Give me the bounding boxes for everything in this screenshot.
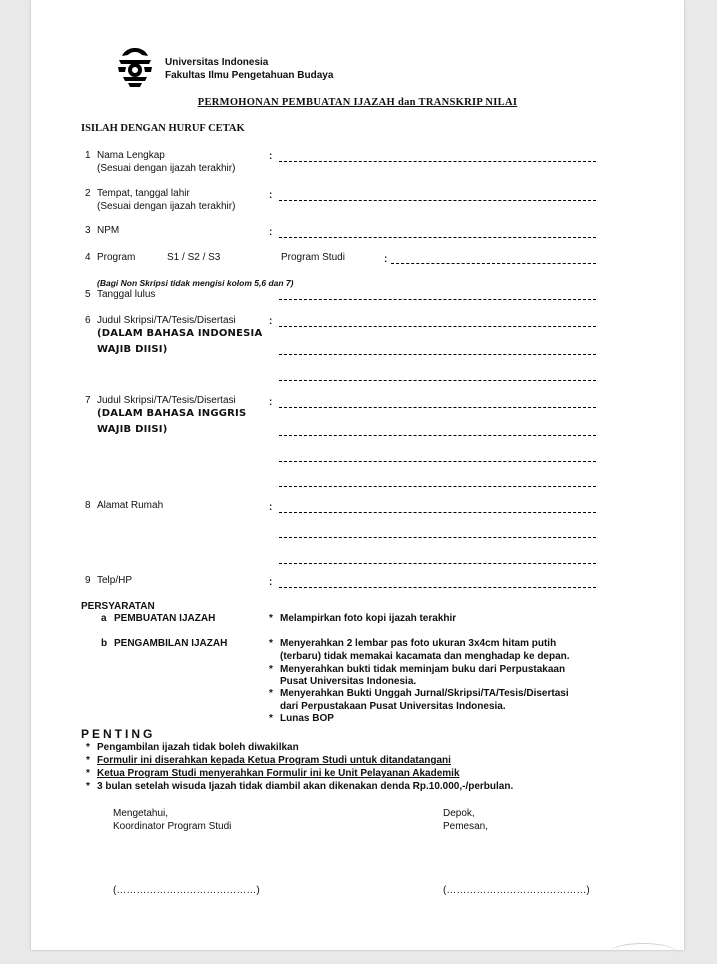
graduation-date-label: Tanggal lulus bbox=[97, 289, 156, 300]
important-item-3: * Ketua Program Studi menyerahkan Formulir ini ke Unit Pelayanan Akademik bbox=[97, 768, 460, 779]
important-item-1: * Pengambilan ijazah tidak boleh diwakilkan bbox=[97, 742, 299, 753]
npm-input-line[interactable] bbox=[279, 237, 596, 238]
signature-left-line-2: Koordinator Program Studi bbox=[113, 821, 232, 832]
requirement-a-item: * Melampirkan foto kopi ijazah terakhir bbox=[280, 613, 456, 624]
colon: : bbox=[269, 151, 273, 162]
thesis-id-input-line-1[interactable] bbox=[279, 326, 596, 327]
name-note: (Sesuai dengan ijazah terakhir) bbox=[97, 163, 236, 174]
thesis-id-note: (DALAM BAHASA INDONESIA bbox=[97, 328, 263, 339]
colon: : bbox=[269, 316, 273, 327]
important-heading: PENTING bbox=[81, 727, 156, 741]
npm-label: NPM bbox=[97, 225, 120, 236]
requirement-b-item-1: * Menyerahkan 2 lembar pas foto ukuran 3x4cm hitam putih bbox=[280, 638, 556, 649]
thesis-en-note: (DALAM BAHASA INGGRIS bbox=[97, 408, 247, 419]
form-title: PERMOHONAN PEMBUATAN IJAZAH dan TRANSKRIP NILAI bbox=[197, 97, 518, 108]
requirements-heading: PERSYARATAN bbox=[81, 601, 155, 612]
colon: : bbox=[384, 254, 388, 265]
requirement-a-label: a bbox=[101, 613, 107, 624]
requirement-b-item-1-cont: (terbaru) tidak memakai kacamata dan menghadap ke depan. bbox=[280, 651, 570, 662]
field-number: 3 bbox=[85, 225, 91, 236]
requirement-a-title: PEMBUATAN IJAZAH bbox=[114, 613, 216, 624]
non-skripsi-note: (Bagi Non Skripsi tidak mengisi kolom 5,6 dan 7) bbox=[97, 278, 294, 288]
instruction-text: ISILAH DENGAN HURUF CETAK bbox=[81, 123, 245, 134]
name-input-line[interactable] bbox=[279, 161, 596, 162]
colon: : bbox=[269, 502, 273, 513]
thesis-id-input-line-3[interactable] bbox=[279, 380, 596, 381]
colon: : bbox=[269, 227, 273, 238]
signature-right-blank[interactable]: (……………………………………) bbox=[443, 885, 590, 896]
colon: : bbox=[269, 577, 273, 588]
graduation-date-input-line[interactable] bbox=[279, 299, 596, 300]
study-program-label: Program Studi bbox=[281, 252, 345, 263]
requirement-b-title: PENGAMBILAN IJAZAH bbox=[114, 638, 228, 649]
thesis-en-input-line-4[interactable] bbox=[279, 486, 596, 487]
faculty-name: Fakultas Ilmu Pengetahuan Budaya bbox=[165, 70, 334, 81]
colon: : bbox=[269, 397, 273, 408]
requirement-b-item-4: * Lunas BOP bbox=[280, 713, 334, 724]
study-program-input-line[interactable] bbox=[391, 263, 596, 264]
program-options[interactable]: S1 / S2 / S3 bbox=[167, 252, 221, 263]
field-number: 1 bbox=[85, 150, 91, 161]
signature-right-line-1: Depok, bbox=[443, 808, 475, 819]
thesis-id-label: Judul Skripsi/TA/Tesis/Disertasi bbox=[97, 315, 236, 326]
field-number: 4 bbox=[85, 252, 91, 263]
requirement-b-item-2-cont: Pusat Universitas Indonesia. bbox=[280, 676, 417, 687]
phone-input-line[interactable] bbox=[279, 587, 596, 588]
field-number: 9 bbox=[85, 575, 91, 586]
field-number: 2 bbox=[85, 188, 91, 199]
thesis-id-note-2: WAJIB DIISI) bbox=[97, 344, 168, 355]
requirement-b-label: b bbox=[101, 638, 108, 649]
colon: : bbox=[269, 190, 273, 201]
address-label: Alamat Rumah bbox=[97, 500, 164, 511]
program-label: Program bbox=[97, 252, 136, 263]
field-number: 5 bbox=[85, 289, 91, 300]
requirement-b-item-3-cont: dari Perpustakaan Pusat Universitas Indonesia. bbox=[280, 701, 506, 712]
signature-left-blank[interactable]: (……………………………………) bbox=[113, 885, 260, 896]
requirement-b-item-2: * Menyerahkan bukti tidak meminjam buku dari Perpustakaan bbox=[280, 664, 565, 675]
thesis-id-input-line-2[interactable] bbox=[279, 354, 596, 355]
form-page bbox=[31, 0, 684, 950]
address-input-line-2[interactable] bbox=[279, 537, 596, 538]
address-input-line-1[interactable] bbox=[279, 512, 596, 513]
signature-right-line-2: Pemesan, bbox=[443, 821, 489, 832]
requirement-b-item-3: * Menyerahkan Bukti Unggah Jurnal/Skripsi/TA/Tesis/Disertasi bbox=[280, 688, 569, 699]
important-item-4: * 3 bulan setelah wisuda Ijazah tidak diambil akan dikenakan denda Rp.10.000,-/perbulan. bbox=[97, 781, 513, 792]
signature-left-line-1: Mengetahui, bbox=[113, 808, 169, 819]
important-item-2: * Formulir ini diserahkan kepada Ketua Program Studi untuk ditandatangani bbox=[97, 755, 451, 766]
birth-note: (Sesuai dengan ijazah terakhir) bbox=[97, 201, 236, 212]
thesis-en-label: Judul Skripsi/TA/Tesis/Disertasi bbox=[97, 395, 236, 406]
phone-label: Telp/HP bbox=[97, 575, 133, 586]
birth-label: Tempat, tanggal lahir bbox=[97, 188, 190, 199]
name-label: Nama Lengkap bbox=[97, 150, 165, 161]
field-number: 8 bbox=[85, 500, 91, 511]
birth-input-line[interactable] bbox=[279, 200, 596, 201]
thesis-en-input-line-1[interactable] bbox=[279, 407, 596, 408]
field-number: 6 bbox=[85, 315, 91, 326]
field-number: 7 bbox=[85, 395, 91, 406]
thesis-en-input-line-3[interactable] bbox=[279, 461, 596, 462]
university-name: Universitas Indonesia bbox=[165, 57, 269, 68]
thesis-en-note-2: WAJIB DIISI) bbox=[97, 424, 168, 435]
page-corner-curl bbox=[608, 943, 678, 964]
address-input-line-3[interactable] bbox=[279, 563, 596, 564]
makara-ui-logo-icon bbox=[115, 46, 155, 88]
thesis-en-input-line-2[interactable] bbox=[279, 435, 596, 436]
